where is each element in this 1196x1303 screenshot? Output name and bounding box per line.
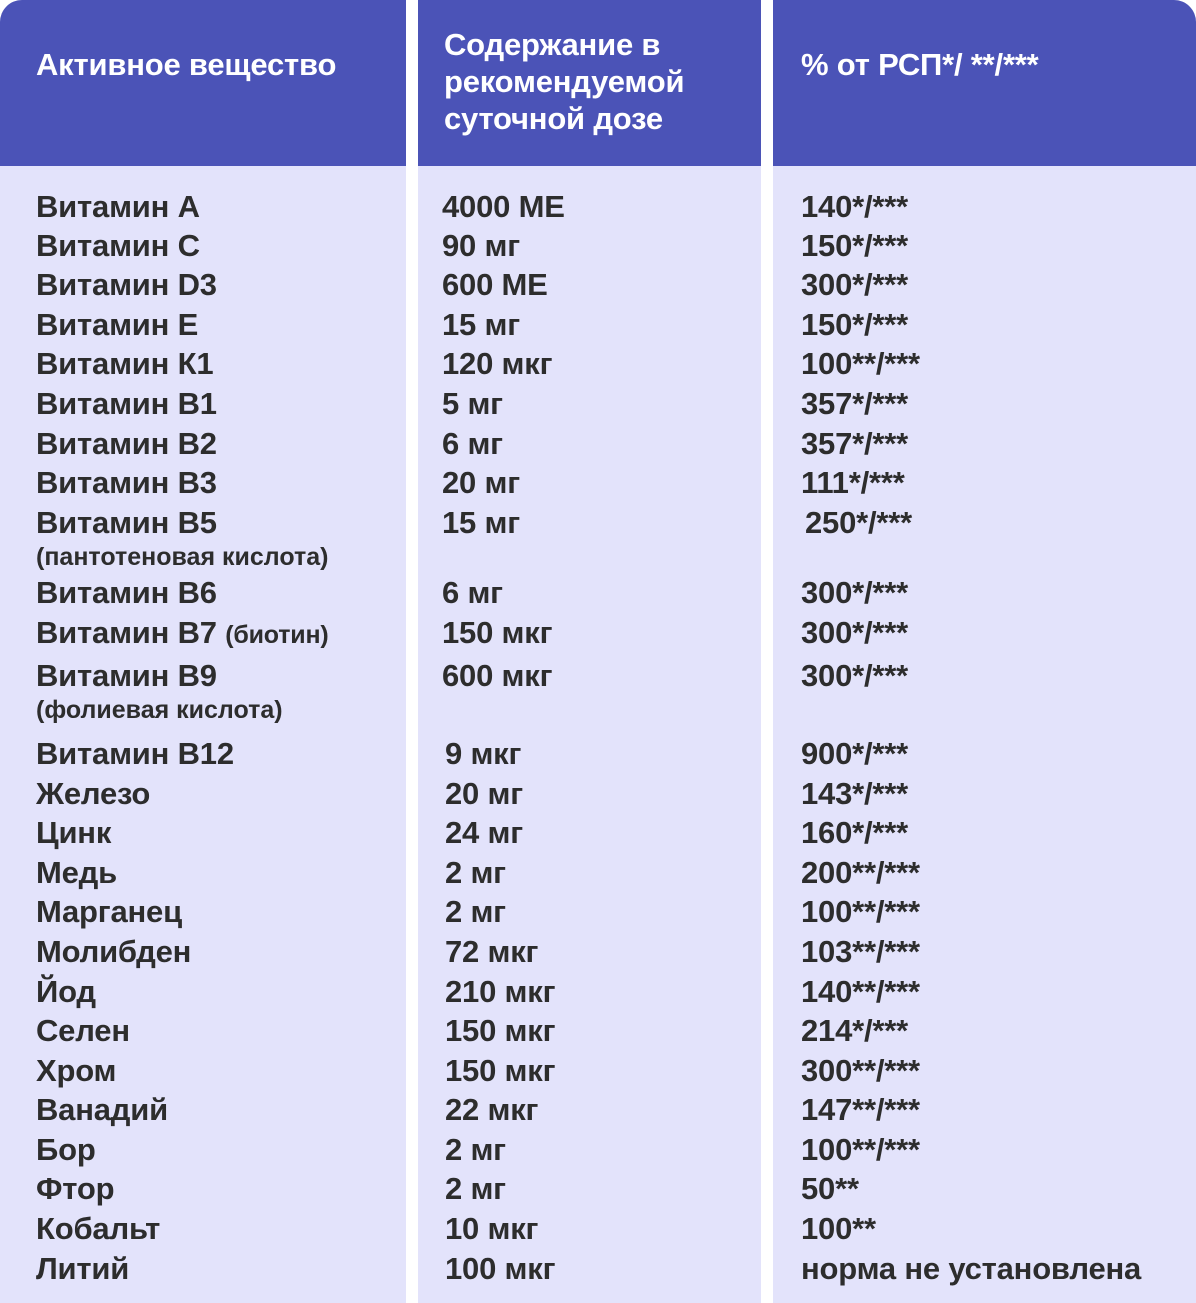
percent-value: 100**/*** [801, 1132, 920, 1167]
percent-value: 200**/*** [801, 855, 920, 890]
percent-value: 900*/*** [801, 736, 908, 771]
percent-value: 300*/*** [801, 575, 908, 610]
header-cell-percent [773, 0, 1196, 166]
percent-value: 150*/*** [801, 228, 908, 263]
header-cell-substance [0, 0, 406, 166]
percent-value: 160*/*** [801, 815, 908, 850]
percent-value: 250*/*** [805, 505, 912, 540]
substance-inline-note: (биотин) [225, 621, 329, 649]
dose-value: 600 МЕ [442, 267, 548, 302]
dose-value: 2 мг [445, 1171, 506, 1206]
dose-value: 210 мкг [445, 974, 556, 1009]
substance-name: Витамин B6 [36, 575, 217, 610]
column-percent-rsp [773, 0, 1196, 1303]
substance-name: Витамин E [36, 307, 199, 342]
substance-name: Витамин B12 [36, 736, 234, 771]
substance-name: Витамин B7 (биотин) [36, 615, 329, 650]
substance-name: Витамин B1 [36, 386, 217, 421]
substance-name: Витамин B9 [36, 658, 217, 693]
dose-value: 22 мкг [445, 1092, 539, 1127]
substance-note: (фолиевая кислота) [36, 696, 283, 724]
percent-value: 300**/*** [801, 1053, 920, 1088]
dose-value: 20 мг [442, 465, 520, 500]
substance-name: Медь [36, 855, 117, 890]
header-label-substance: Активное вещество [36, 47, 337, 82]
percent-value: 140**/*** [801, 974, 920, 1009]
column-active-substance [0, 0, 406, 1303]
dose-value: 150 мкг [442, 615, 553, 650]
percent-value: 140*/*** [801, 189, 908, 224]
dose-value: 6 мг [442, 426, 503, 461]
percent-value: 150*/*** [801, 307, 908, 342]
substance-name: Фтор [36, 1171, 115, 1206]
substance-name: Ванадий [36, 1092, 168, 1127]
dose-value: 90 мг [442, 228, 520, 263]
substance-name: Витамин К1 [36, 346, 214, 381]
substance-name: Селен [36, 1013, 130, 1048]
substance-name: Марганец [36, 894, 182, 929]
percent-value: 300*/*** [801, 267, 908, 302]
dose-value: 20 мг [445, 776, 523, 811]
dose-value: 100 мкг [445, 1251, 556, 1286]
header-cell-dose [418, 0, 761, 166]
dose-value: 120 мкг [442, 346, 553, 381]
dose-value: 4000 МЕ [442, 189, 565, 224]
header-label-percent: % от РСП*/ **/*** [801, 47, 1039, 82]
header-label-dose: Содержание в рекомендуемой суточной дозе [444, 27, 685, 136]
dose-value: 2 мг [445, 894, 506, 929]
percent-value: 214*/*** [801, 1013, 908, 1048]
dose-value: 9 мкг [445, 736, 522, 771]
dose-value: 150 мкг [445, 1053, 556, 1088]
percent-value: 147**/*** [801, 1092, 920, 1127]
percent-value: 100**/*** [801, 894, 920, 929]
dose-value: 10 мкг [445, 1211, 539, 1246]
percent-value: 103**/*** [801, 934, 920, 969]
dose-value: 15 мг [442, 307, 520, 342]
percent-value: 100**/*** [801, 346, 920, 381]
substance-name: Витамин B2 [36, 426, 217, 461]
percent-value: 143*/*** [801, 776, 908, 811]
substance-name: Витамин B5 [36, 505, 217, 540]
percent-value: 357*/*** [801, 386, 908, 421]
percent-value: 300*/*** [801, 658, 908, 693]
substance-name: Литий [36, 1251, 130, 1286]
substance-name: Витамин A [36, 189, 200, 224]
percent-value: 50** [801, 1171, 859, 1206]
percent-value: 100** [801, 1211, 876, 1246]
dose-value: 72 мкг [445, 934, 539, 969]
dose-value: 15 мг [442, 505, 520, 540]
substance-name: Йод [36, 974, 96, 1009]
substance-name: Витамин D3 [36, 267, 217, 302]
dose-value: 150 мкг [445, 1013, 556, 1048]
substance-name: Бор [36, 1132, 96, 1167]
dose-value: 24 мг [445, 815, 523, 850]
dose-value: 6 мг [442, 575, 503, 610]
dose-value: 5 мг [442, 386, 503, 421]
substance-name: Железо [36, 776, 151, 811]
percent-value: норма не установлена [801, 1251, 1142, 1286]
percent-value: 111*/*** [801, 465, 905, 500]
dose-value: 600 мкг [442, 658, 553, 693]
substance-name: Хром [36, 1053, 117, 1088]
column-daily-dose [418, 0, 761, 1303]
dose-value: 2 мг [445, 1132, 506, 1167]
substance-name: Молибден [36, 934, 192, 969]
substance-name: Витамин B3 [36, 465, 217, 500]
substance-note: (пантотеновая кислота) [36, 543, 329, 571]
substance-name: Кобальт [36, 1211, 161, 1246]
percent-value: 357*/*** [801, 426, 908, 461]
percent-value: 300*/*** [801, 615, 908, 650]
dose-value: 2 мг [445, 855, 506, 890]
substance-name: Цинк [36, 815, 112, 850]
substance-name: Витамин C [36, 228, 200, 263]
